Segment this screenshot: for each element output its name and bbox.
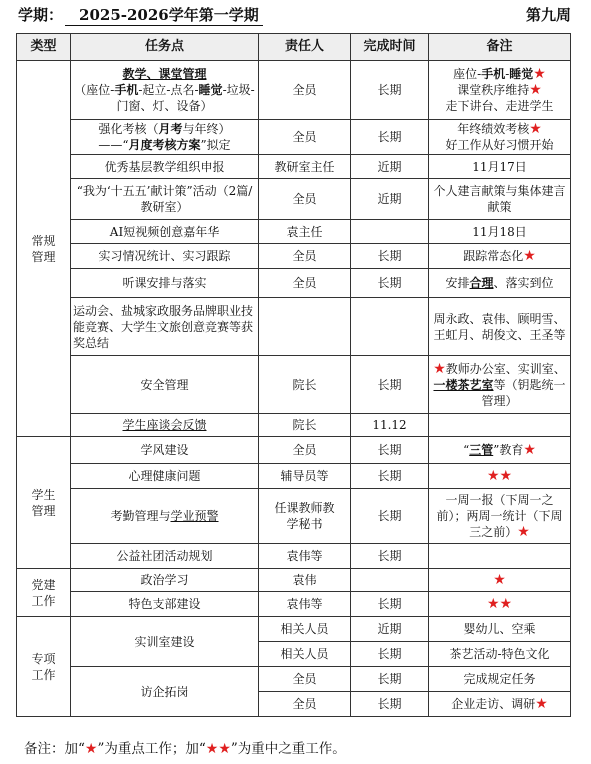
- time-cell: 近期: [351, 155, 429, 179]
- time-cell: 11.12: [351, 414, 429, 437]
- table-row: [17, 356, 571, 414]
- task-text: （座位-: [74, 83, 115, 97]
- star-icon: ★: [84, 741, 98, 757]
- footnote: [24, 737, 346, 757]
- star-icon: ★: [486, 468, 500, 484]
- owner-cell: 全员: [259, 692, 351, 717]
- star-icon: ★: [499, 468, 513, 484]
- task-text: 手机: [114, 83, 139, 97]
- task-cell: 政治学习: [71, 569, 259, 592]
- task-text: 月度考核方案: [128, 138, 201, 152]
- category-label: 党建工作: [31, 577, 56, 608]
- task-cell: 运动会、盐城家政服务品牌职业技能竞赛、大学生文旅创意竞赛等获奖总结: [71, 298, 259, 356]
- task-text: 强化考核（: [98, 122, 159, 136]
- table-row: [17, 414, 571, 437]
- table-row: [17, 569, 571, 592]
- task-cell: 实训室建设: [71, 617, 259, 667]
- category-label: 专项工作: [31, 651, 56, 682]
- table-row: [17, 269, 571, 298]
- owner-cell: 相关人员: [259, 617, 351, 642]
- category-cell: [17, 569, 71, 617]
- table-row: [17, 61, 571, 120]
- owner-cell: 袁主任: [259, 220, 351, 244]
- remark-cell: [429, 356, 571, 414]
- remark-cell: [429, 244, 571, 269]
- owner-cell: 教研室主任: [259, 155, 351, 179]
- task-cell: 心理健康问题: [71, 464, 259, 489]
- task-cell: 学风建设: [71, 437, 259, 464]
- star-icon: ★: [517, 524, 530, 540]
- remark-text: 课堂秩序维持: [457, 83, 530, 97]
- task-cell: 优秀基层教学组织申报: [71, 155, 259, 179]
- owner-cell: 全员: [259, 437, 351, 464]
- remark-cell: [429, 692, 571, 717]
- category-cell: [17, 617, 71, 717]
- star-icon: ★: [499, 596, 513, 612]
- remark-cell: [429, 569, 571, 592]
- owner-cell: 袁伟等: [259, 592, 351, 617]
- remark-cell: [429, 269, 571, 298]
- task-text: 睡觉: [198, 83, 223, 97]
- remark-text: 等（钥匙统一管理）: [481, 377, 566, 408]
- task-text: 学业预警: [170, 509, 219, 523]
- remark-text: 教师办公室、实训室、: [445, 361, 566, 376]
- work-plan-table: [16, 33, 571, 717]
- table-row: [17, 437, 571, 464]
- remark-cell: 周永政、袁伟、顾明雪、王虹月、胡俊文、王圣等: [429, 298, 571, 356]
- time-cell: 长期: [351, 356, 429, 414]
- category-cell: [17, 61, 71, 437]
- column-header: 类型: [17, 34, 71, 61]
- star-icon: ★: [529, 82, 542, 98]
- table-row: [17, 489, 571, 544]
- time-cell: 近期: [351, 179, 429, 220]
- task-text: 教学、课堂管理: [122, 67, 207, 81]
- task-text: ”拟定: [200, 138, 231, 152]
- column-header: 责任人: [259, 34, 351, 61]
- task-cell: 听课安排与落实: [71, 269, 259, 298]
- term-value: 2025-2026学年第一学期: [65, 4, 263, 26]
- remark-text: ”教育: [493, 443, 524, 457]
- time-cell: 长期: [351, 692, 429, 717]
- remark-text: 年终绩效考核: [457, 122, 530, 136]
- table-row: [17, 220, 571, 244]
- time-cell: 长期: [351, 489, 429, 544]
- time-cell: 长期: [351, 244, 429, 269]
- week-label: 第九周: [525, 6, 571, 24]
- star-icon: ★: [523, 248, 536, 264]
- task-text: 与年终）: [182, 122, 231, 136]
- remark-text: 好工作从好习惯开始: [445, 138, 554, 152]
- time-cell: 长期: [351, 544, 429, 569]
- task-text: 考勤管理与: [110, 509, 171, 523]
- task-text: 月考: [158, 122, 183, 136]
- table-row: [17, 120, 571, 155]
- column-header: 备注: [429, 34, 571, 61]
- task-cell: 特色支部建设: [71, 592, 259, 617]
- remark-cell: [429, 544, 571, 569]
- footnote-text: 备注：加“: [24, 741, 85, 757]
- task-cell: AI短视频创意嘉年华: [71, 220, 259, 244]
- task-cell: 学生座谈会反馈: [71, 414, 259, 437]
- star-icon: ★: [529, 121, 542, 137]
- star-icon: ★: [493, 572, 506, 588]
- owner-cell: 辅导员等: [259, 464, 351, 489]
- footnote-text: ”为重中之重工作。: [230, 741, 346, 757]
- owner-cell: 任课教师教学秘书: [259, 489, 351, 544]
- remark-text: 手机: [481, 67, 506, 81]
- remark-cell: [429, 120, 571, 155]
- owner-cell: 全员: [259, 244, 351, 269]
- star-icon: ★: [205, 741, 219, 757]
- task-cell: 实习情况统计、实习跟踪: [71, 244, 259, 269]
- document-header: [18, 4, 571, 26]
- remark-text: 安排: [445, 276, 470, 290]
- task-text: ——“: [98, 138, 129, 152]
- owner-cell: 全员: [259, 667, 351, 692]
- task-cell: “我为‘十五五’献计策”活动（2篇/教研室）: [71, 179, 259, 220]
- task-cell: 公益社团活动规划: [71, 544, 259, 569]
- remark-cell: [429, 464, 571, 489]
- table-row: [17, 544, 571, 569]
- owner-cell: [259, 298, 351, 356]
- footnote-text: ”为重点工作；加“: [97, 741, 206, 757]
- term-label: 学期：: [18, 6, 64, 24]
- time-cell: 长期: [351, 120, 429, 155]
- time-cell: 长期: [351, 437, 429, 464]
- remark-cell: 11月18日: [429, 220, 571, 244]
- time-cell: 长期: [351, 61, 429, 120]
- star-icon: ★: [523, 442, 536, 458]
- star-icon: ★: [218, 741, 231, 757]
- remark-cell: 11月17日: [429, 155, 571, 179]
- remark-text: “: [463, 443, 470, 457]
- remark-text: -: [505, 67, 510, 81]
- time-cell: 近期: [351, 617, 429, 642]
- remark-cell: 茶艺活动-特色文化: [429, 642, 571, 667]
- remark-text: 座位-: [453, 67, 482, 81]
- remark-text: 跟踪常态化: [463, 249, 524, 263]
- owner-cell: 全员: [259, 61, 351, 120]
- time-cell: [351, 298, 429, 356]
- time-cell: 长期: [351, 592, 429, 617]
- remark-cell: [429, 61, 571, 120]
- remark-text: 走下讲台、走进学生: [445, 99, 554, 113]
- table-row: [17, 155, 571, 179]
- task-cell: [71, 489, 259, 544]
- time-cell: [351, 569, 429, 592]
- remark-text: 一楼茶艺室: [433, 377, 494, 392]
- category-label: 常规管理: [31, 233, 56, 264]
- remark-text: 睡觉: [509, 67, 534, 81]
- task-text: -起立-点名-: [138, 83, 199, 97]
- time-cell: 长期: [351, 642, 429, 667]
- table-row: [17, 298, 571, 356]
- remark-cell: 完成规定任务: [429, 667, 571, 692]
- category-cell: [17, 437, 71, 569]
- table-row: [17, 592, 571, 617]
- owner-cell: 全员: [259, 179, 351, 220]
- owner-cell: 院长: [259, 414, 351, 437]
- remark-cell: 个人建言献策与集体建言献策: [429, 179, 571, 220]
- table-row: [17, 617, 571, 642]
- time-cell: 长期: [351, 667, 429, 692]
- table-row: [17, 244, 571, 269]
- column-header: 完成时间: [351, 34, 429, 61]
- star-icon: ★: [486, 596, 500, 612]
- category-label: 学生管理: [31, 487, 56, 518]
- star-icon: ★: [533, 66, 546, 82]
- task-cell: [71, 61, 259, 120]
- table-header-row: [17, 34, 571, 61]
- remark-text: 、落实到位: [493, 276, 554, 290]
- task-cell: [71, 120, 259, 155]
- table-row: [17, 464, 571, 489]
- task-cell: 安全管理: [71, 356, 259, 414]
- owner-cell: 相关人员: [259, 642, 351, 667]
- owner-cell: 全员: [259, 269, 351, 298]
- remark-text: 三管: [469, 443, 494, 457]
- remark-cell: [429, 489, 571, 544]
- owner-cell: 院长: [259, 356, 351, 414]
- star-icon: ★: [433, 360, 446, 377]
- time-cell: 长期: [351, 269, 429, 298]
- task-text: -垃圾-门窗、灯、设备）: [116, 83, 255, 113]
- remark-cell: [429, 437, 571, 464]
- time-cell: 长期: [351, 464, 429, 489]
- owner-cell: 袁伟等: [259, 544, 351, 569]
- task-cell: 访企拓岗: [71, 667, 259, 717]
- remark-text: 合理: [469, 276, 494, 290]
- term-line: [18, 4, 263, 26]
- star-icon: ★: [535, 696, 548, 712]
- table-row: [17, 667, 571, 692]
- remark-text: 一周一报（下周一之前）；两周一统计（下周三之前）: [436, 493, 563, 539]
- remark-text: 企业走访、调研: [451, 697, 536, 711]
- time-cell: [351, 220, 429, 244]
- column-header: 任务点: [71, 34, 259, 61]
- remark-cell: 婴幼儿、空乘: [429, 617, 571, 642]
- owner-cell: 袁伟: [259, 569, 351, 592]
- remark-cell: [429, 592, 571, 617]
- remark-cell: [429, 414, 571, 437]
- table-row: [17, 179, 571, 220]
- owner-cell: 全员: [259, 120, 351, 155]
